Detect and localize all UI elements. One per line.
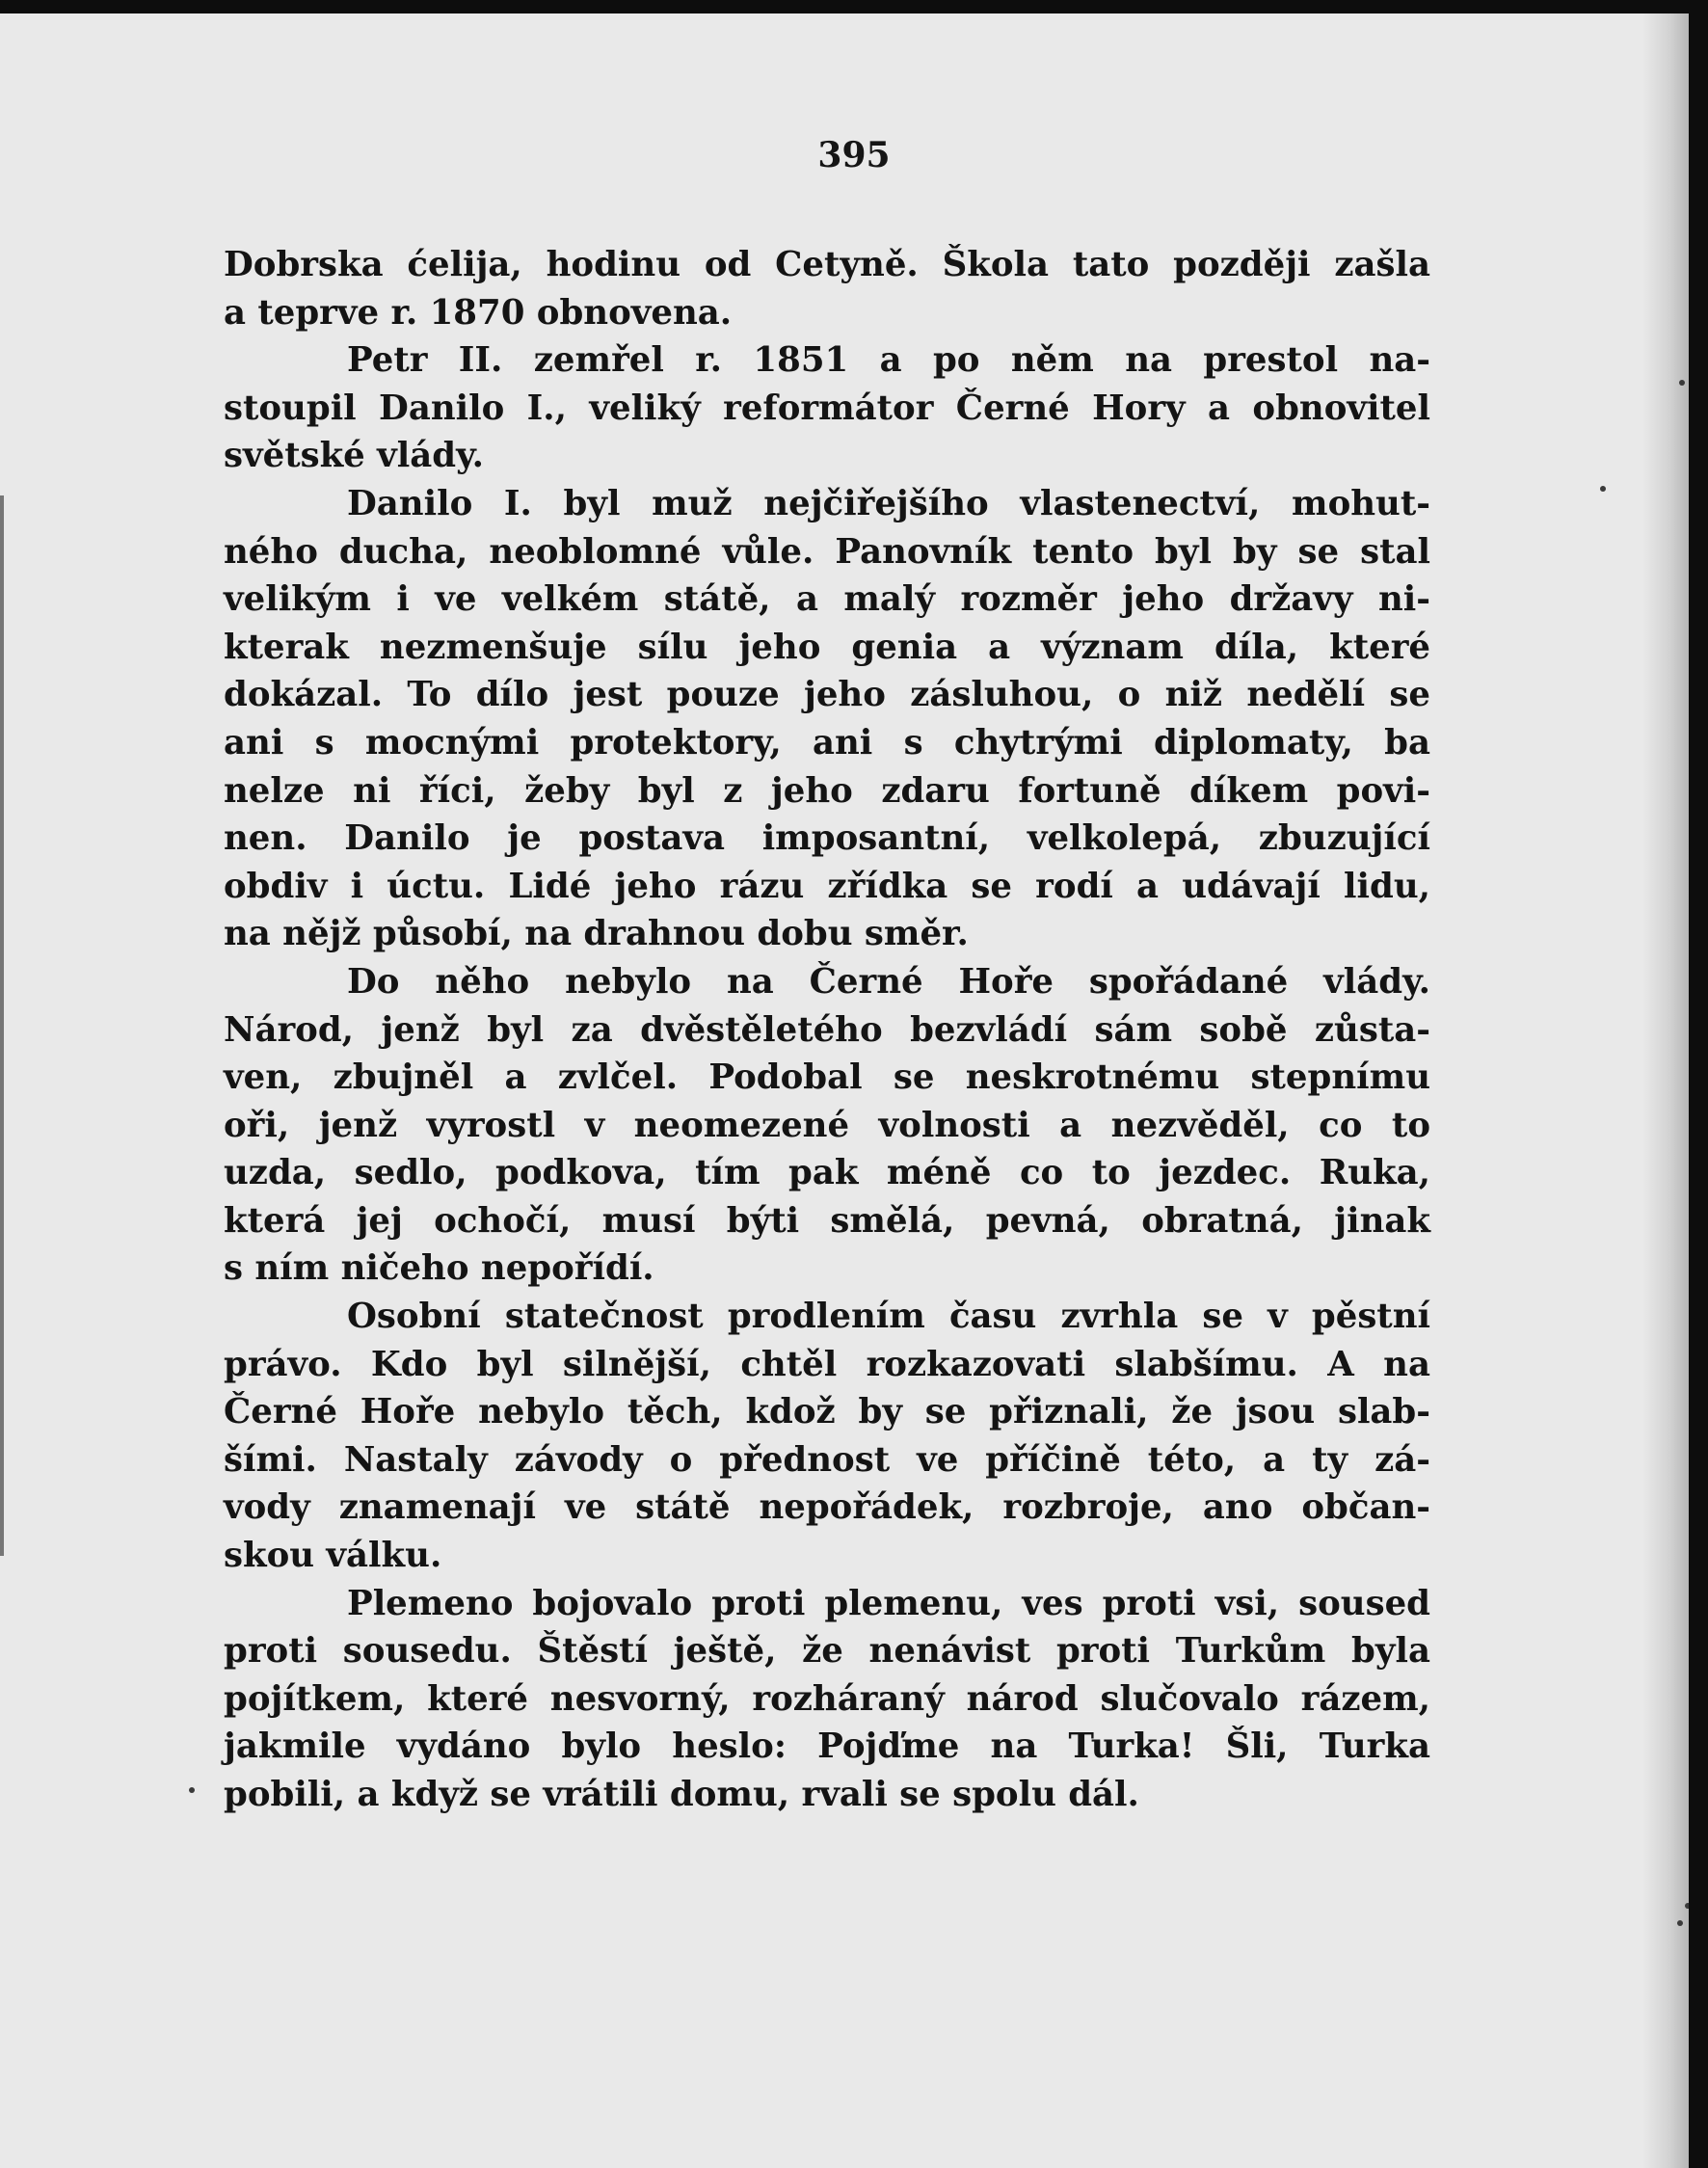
text-line: ného ducha, neoblomné vůle. Panovník tento byl by se stal [224,531,1430,572]
text-line: Národ, jenž byl za dvěstěletého bezvládí sám sobě zůsta- [224,1009,1430,1050]
text-line: nen. Danilo je postava imposantní, velkolepá, zbuzující [224,818,1430,859]
text-line: která jej ochočí, musí býti smělá, pevná, obratná, jinak [224,1200,1430,1241]
text-line: s ním ničeho nepořídí. [224,1248,654,1289]
text-line: velikým i ve velkém státě, a malý rozměr jeho državy ni- [224,579,1430,620]
body-text [224,241,1430,1819]
paragraph-start-line: Danilo I. byl muž nejčiřejšího vlastenectví, mohut- [347,483,1430,523]
text-line: dokázal. To dílo jest pouze jeho zásluhou, o niž nedělí se [224,675,1430,715]
text-line: světské vlády. [224,436,484,476]
paragraph-start-line: Plemeno bojovalo proti plemenu, ves proti vsi, soused [347,1583,1430,1623]
text-line: šími. Nastaly závody o přednost ve příčině této, a ty zá- [224,1439,1430,1480]
text-line: kterak nezmenšuje sílu jeho genia a význam díla, které [224,627,1430,667]
text-line: ani s mocnými protektory, ani s chytrými diplomaty, ba [224,722,1430,763]
text-line: ven, zbujněl a zvlčel. Podobal se neskrotnému stepnímu [224,1057,1430,1098]
page-edge-shadow [1642,13,1689,2168]
text-line: proti sousedu. Štěstí ještě, že nenávist proti Turkům byla [224,1631,1430,1672]
text-line: uzda, sedlo, podkova, tím pak méně co to jezdec. Ruka, [224,1153,1430,1193]
text-line: Černé Hoře nebylo těch, kdož by se přiznali, že jsou slab- [224,1392,1430,1432]
text-line: právo. Kdo byl silnější, chtěl rozkazovati slabšímu. A na [224,1344,1430,1384]
text-line: nelze ni říci, žeby byl z jeho zdaru fortuně díkem povi- [224,770,1430,811]
text-line: stoupil Danilo I., veliký reformátor Černé Hory a obnovitel [224,388,1430,428]
page-number: 395 [817,135,891,175]
text-line: jakmile vydáno bylo heslo: Pojďme na Turka! Šli, Turka [224,1726,1430,1767]
binding-edge [0,495,29,1556]
paragraph-start-line: Osobní statečnost prodlením času zvrhla se v pěstní [347,1297,1430,1337]
text-line: pojítkem, které nesvorný, rozháraný národ slučovalo rázem, [224,1678,1430,1719]
text-line: vody znamenají ve státě nepořádek, rozbroje, ano občan- [224,1487,1430,1528]
dust-speck [1679,380,1685,386]
text-line: na nějž působí, na drahnou dobu směr. [224,914,969,954]
dust-speck [1677,1920,1683,1926]
text-line: pobili, a když se vrátili domu, rvali se spolu dál. [224,1775,1139,1814]
text-line: obdiv i úctu. Lidé jeho rázu zřídka se rodí a udávají lidu, [224,866,1430,906]
dust-speck [1600,486,1606,492]
text-line: Dobrska ćelija, hodinu od Cetyně. Škola tato později zašla [224,245,1430,284]
paragraph-start-line: Do něho nebylo na Černé Hoře spořádané vlády. [347,961,1430,1002]
text-line: oři, jenž vyrostl v neomezené volnosti a nezvěděl, co to [224,1105,1430,1145]
text-line: skou válku. [224,1536,442,1576]
paragraph-start-line: Petr II. zemřel r. 1851 a po něm na prestol na- [347,340,1430,381]
text-line: a teprve r. 1870 obnovena. [224,292,733,333]
dust-speck [189,1787,195,1793]
dust-speck [1685,1903,1689,1909]
